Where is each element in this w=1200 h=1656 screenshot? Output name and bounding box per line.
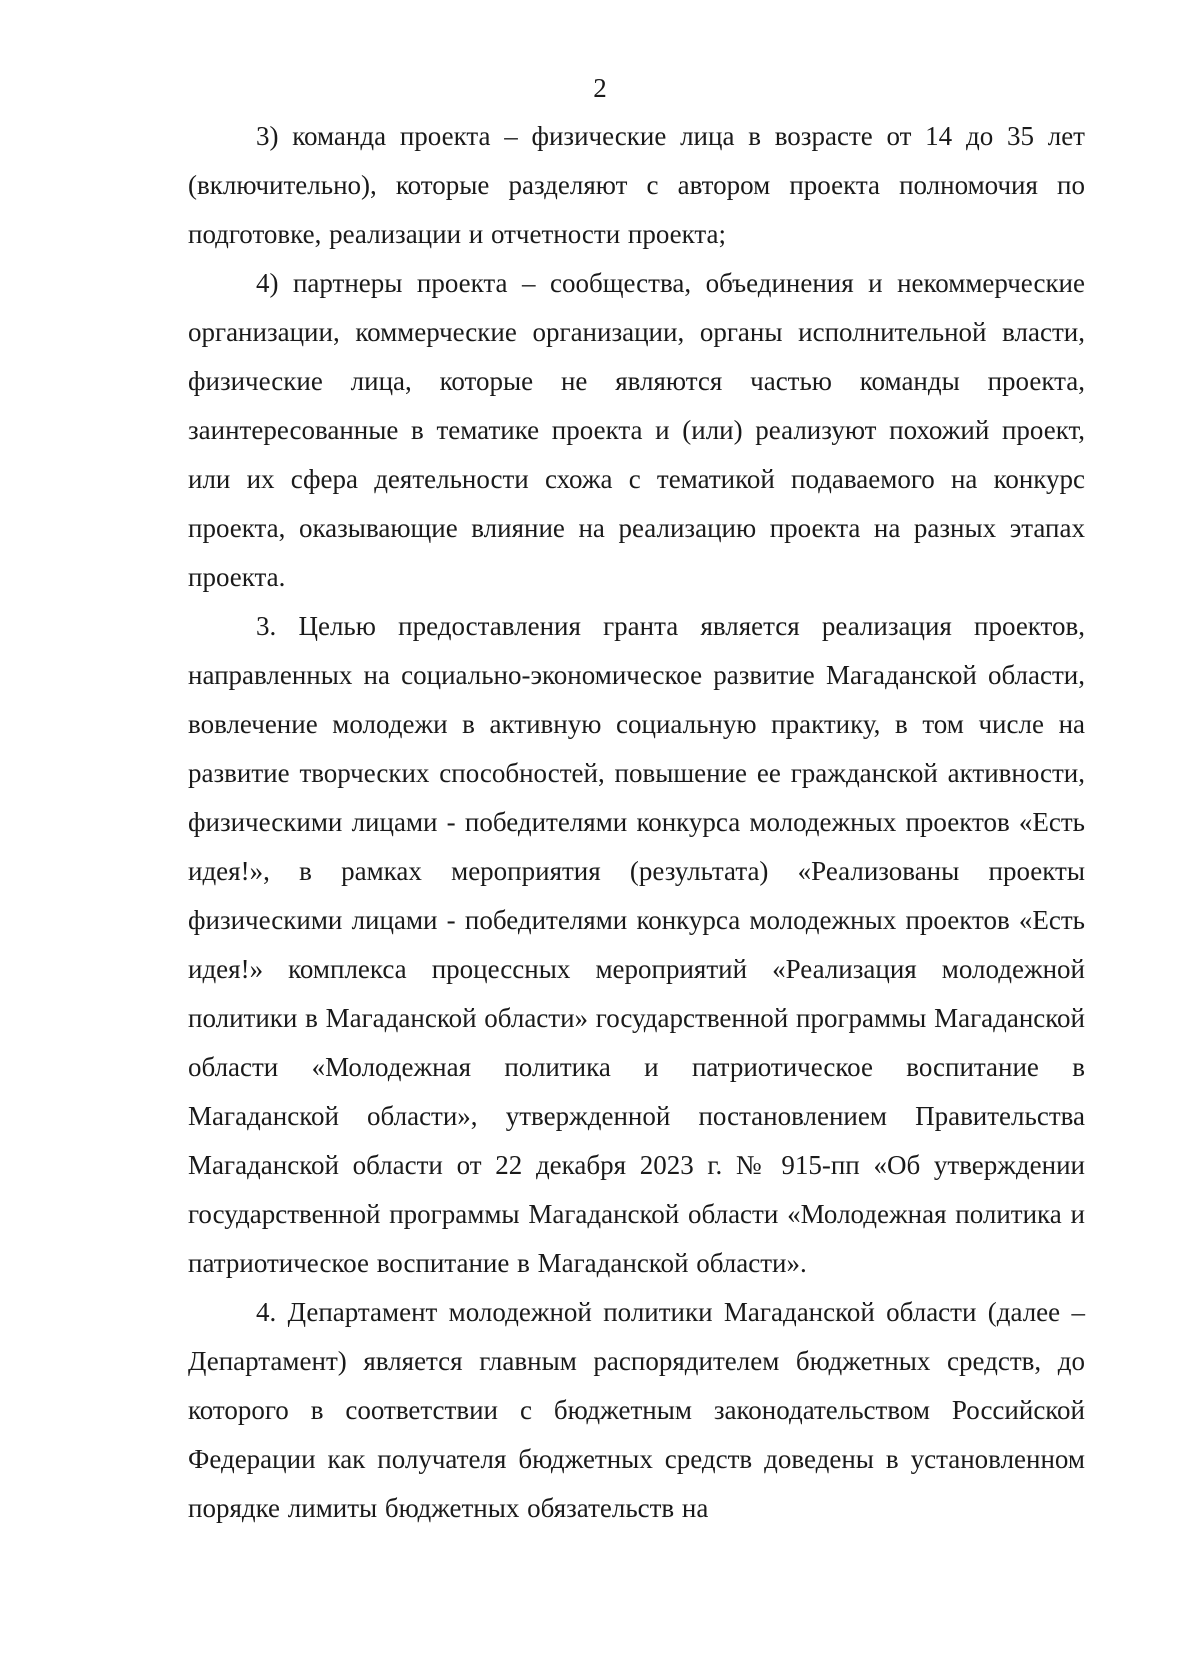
page-number: 2 [593,73,607,103]
paragraph-item-4-partners: 4) партнеры проекта – сообщества, объединения и некоммерческие организации, коммерческие организации, органы исполнительной власти, физические лица, которые не являются частью команды проекта, заинтересованные в тематике проекта и (или) реализуют похожий проект, или их сфера деятельности схожа с тематикой подаваемого на конкурс проекта, оказывающие влияние на реализацию проекта на разных этапах проекта. [188,268,1085,592]
document-body [188,112,1085,1533]
paragraph-item-3-team: 3) команда проекта – физические лица в возрасте от 14 до 35 лет (включительно), которые разделяют с автором проекта полномочия по подготовке, реализации и отчетности проекта; [188,121,1085,249]
paragraph-clause-4-department: 4. Департамент молодежной политики Магаданской области (далее – Департамент) является главным распорядителем бюджетных средств, до которого в соответствии с бюджетным законодательством Российской Федерации как получателя бюджетных средств доведены в установленном порядке лимиты бюджетных обязательств на [188,1297,1085,1523]
paragraph-clause-3-goal: 3. Целью предоставления гранта является реализация проектов, направленных на социально-экономическое развитие Магаданской области, вовлечение молодежи в активную социальную практику, в том числе на развитие творческих способностей, повышение ее гражданской активности, физическими лицами - победителями конкурса молодежных проектов «Есть идея!», в рамках мероприятия (результата) «Реализованы проекты физическими лицами - победителями конкурса молодежных проектов «Есть идея!» комплекса процессных мероприятий «Реализация молодежной политики в Магаданской области» государственной программы Магаданской области «Молодежная политика и патриотическое воспитание в Магаданской области», утвержденной постановлением Правительства Магаданской области от 22 декабря 2023 г. № 915-пп «Об утверждении государственной программы Магаданской области «Молодежная политика и патриотическое воспитание в Магаданской области». [188,611,1085,1278]
